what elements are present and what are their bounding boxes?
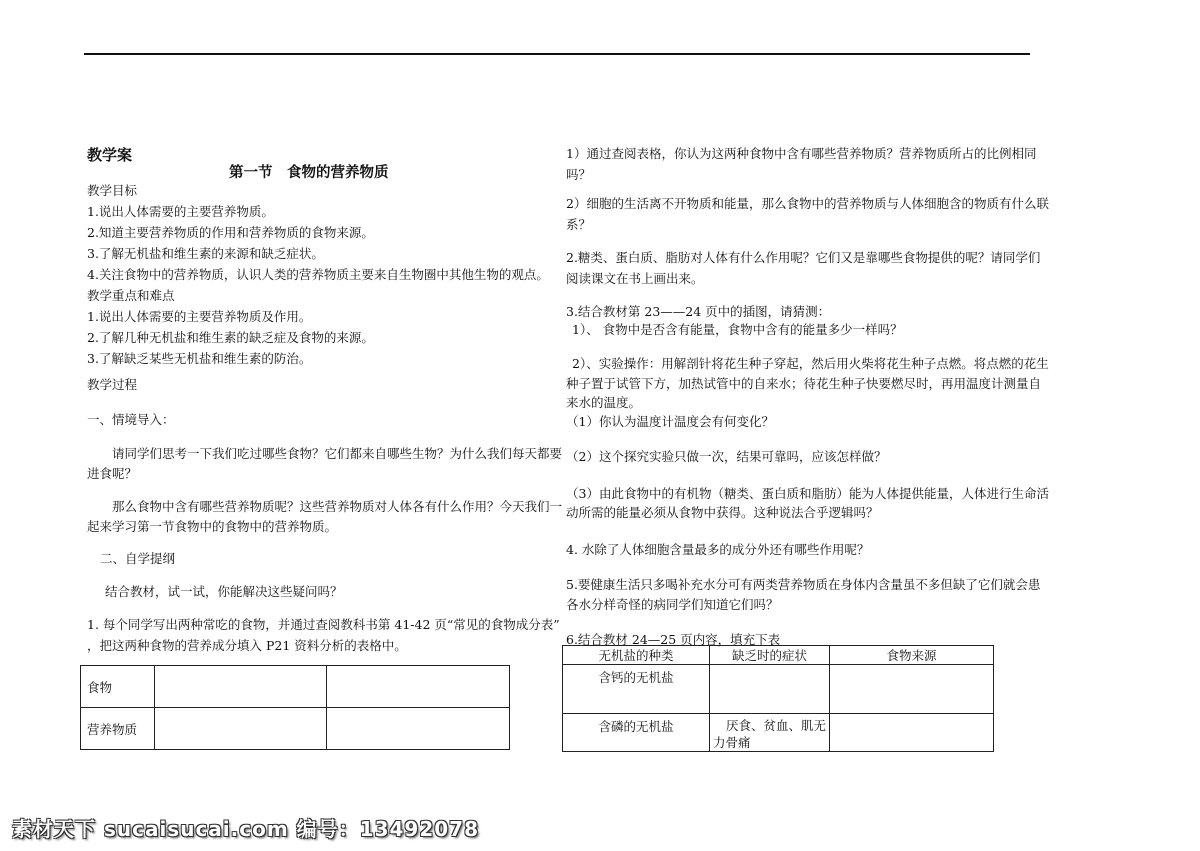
- mineral-table: [562, 645, 994, 752]
- paragraph-line: 进食呢？: [87, 466, 138, 481]
- question-line: 阅读课文在书上画出来。: [566, 271, 704, 286]
- source-input-cell[interactable]: [830, 665, 994, 714]
- watermark-text: 素材天下 sucaisucai.com 编号：13492078: [12, 817, 479, 841]
- section-intro: 一、情境导入：: [87, 412, 175, 427]
- question-line: 2）细胞的生活离不开物质和能量，那么食物中的营养物质与人体细胞含的物质有什么联: [566, 196, 1049, 211]
- question-line: 吗？: [566, 167, 592, 182]
- question-line: 4. 水除了人体细胞含量最多的成分外还有哪些作用呢？: [566, 542, 870, 557]
- question-line: 各水分样奇怪的病同学们知道它们吗？: [566, 597, 779, 612]
- food-label-cell: 食物: [81, 666, 155, 708]
- experiment-line: 来水的温度。: [566, 395, 642, 410]
- key-label: 教学重点和难点: [87, 288, 175, 303]
- paragraph-line: 那么食物中含有哪些营养物质呢？这些营养物质对人体各有什么作用？今天我们一: [112, 499, 563, 514]
- symptom-line: 厌食、贫血、肌无: [726, 718, 827, 733]
- symptom-line: 力骨痛: [713, 735, 751, 750]
- lesson-title: 第一节 食物的营养物质: [229, 164, 389, 181]
- goal-item: 1.说出人体需要的主要营养物质。: [87, 204, 274, 219]
- sub-question: （1）你认为温度计温度会有何变化？: [566, 414, 774, 429]
- doc-heading: 教学案: [87, 146, 133, 164]
- symptom-cell: [710, 714, 830, 752]
- question-line: 系？: [566, 217, 592, 232]
- question-line: 5.要健康生活只多喝补充水分可有两类营养物质在身体内含量虽不多但缺了它们就会患: [566, 577, 1041, 592]
- source-input-cell[interactable]: [830, 714, 994, 752]
- food-table: [80, 665, 510, 750]
- question-line: 6.结合教材 24—25 页内容，填充下表: [566, 632, 781, 647]
- process-label: 教学过程: [87, 377, 138, 392]
- paragraph-line: 起来学习第一节食物中的食物中的营养物质。: [87, 519, 338, 534]
- question-line: 3.结合教材第 23——24 页中的插图，请猜测：: [566, 304, 831, 319]
- experiment-line: 2）、实验操作：用解剖针将花生种子穿起，然后用火柴将花生种子点燃。将点燃的花生: [572, 356, 1049, 371]
- paragraph-line: 请同学们思考一下我们吃过哪些食物？它们都来自哪些生物？为什么我们每天都要: [112, 446, 563, 461]
- sub-question: （3）由此食物中的有机物（糖类、蛋白质和脂肪）能为人体提供能量，人体进行生命活: [566, 486, 1049, 501]
- experiment-line: 种子置于试管下方，加热试管中的自来水；待花生种子快要燃尽时，再用温度计测量自: [566, 376, 1042, 391]
- question-line: 2.糖类、蛋白质、脂肪对人体有什么作用呢？它们又是靠哪些食物提供的呢？请同学们: [566, 250, 1041, 265]
- goal-item: 2.知道主要营养物质的作用和营养物质的食物来源。: [87, 225, 374, 240]
- section-self-study: 二、自学提纲: [100, 551, 176, 566]
- key-item: 3.了解缺乏某些无机盐和维生素的防治。: [87, 351, 312, 366]
- food-input-cell[interactable]: [155, 666, 327, 708]
- header-cell: 缺乏时的症状: [710, 646, 830, 665]
- header-cell: 无机盐的种类: [563, 646, 710, 665]
- sub-question: 动所需的能量必须从食物中获得。这种说法合乎逻辑吗？: [566, 505, 879, 520]
- question-line: 1）通过查阅表格，你认为这两种食物中含有哪些营养物质？营养物质所占的比例相同: [566, 146, 1037, 161]
- sub-question: （2）这个探究实验只做一次，结果可靠吗，应该怎样做？: [566, 449, 887, 464]
- question-line: 1）、 食物中是否含有能量，食物中含有的能量多少一样吗？: [572, 322, 903, 337]
- mineral-type-cell: 含磷的无机盐: [563, 714, 710, 752]
- symptom-input-cell[interactable]: [710, 665, 830, 714]
- question-line: 1. 每个同学写出两种常吃的食物，并通过查阅教科书第 41-42 页“常见的食物成分表”: [87, 617, 560, 632]
- top-rule: [84, 53, 1030, 55]
- goal-item: 4.关注食物中的营养物质，认识人类的营养物质主要来自生物圈中其他生物的观点。: [87, 267, 549, 282]
- nutrient-input-cell[interactable]: [155, 708, 327, 750]
- goal-item: 3.了解无机盐和维生素的来源和缺乏症状。: [87, 246, 324, 261]
- nutrient-label-cell: 营养物质: [81, 708, 155, 750]
- mineral-type-cell: 含钙的无机盐: [563, 665, 710, 714]
- goals-label: 教学目标: [87, 183, 138, 198]
- question-line: ，把这两种食物的营养成分填入 P21 资料分析的表格中。: [87, 638, 407, 653]
- food-input-cell[interactable]: [327, 666, 510, 708]
- key-item: 1.说出人体需要的主要营养物质及作用。: [87, 309, 312, 324]
- prompt-line: 结合教材，试一试，你能解决这些疑问吗？: [105, 584, 343, 599]
- header-cell: 食物来源: [830, 646, 994, 665]
- key-item: 2.了解几种无机盐和维生素的缺乏症及食物的来源。: [87, 330, 374, 345]
- nutrient-input-cell[interactable]: [327, 708, 510, 750]
